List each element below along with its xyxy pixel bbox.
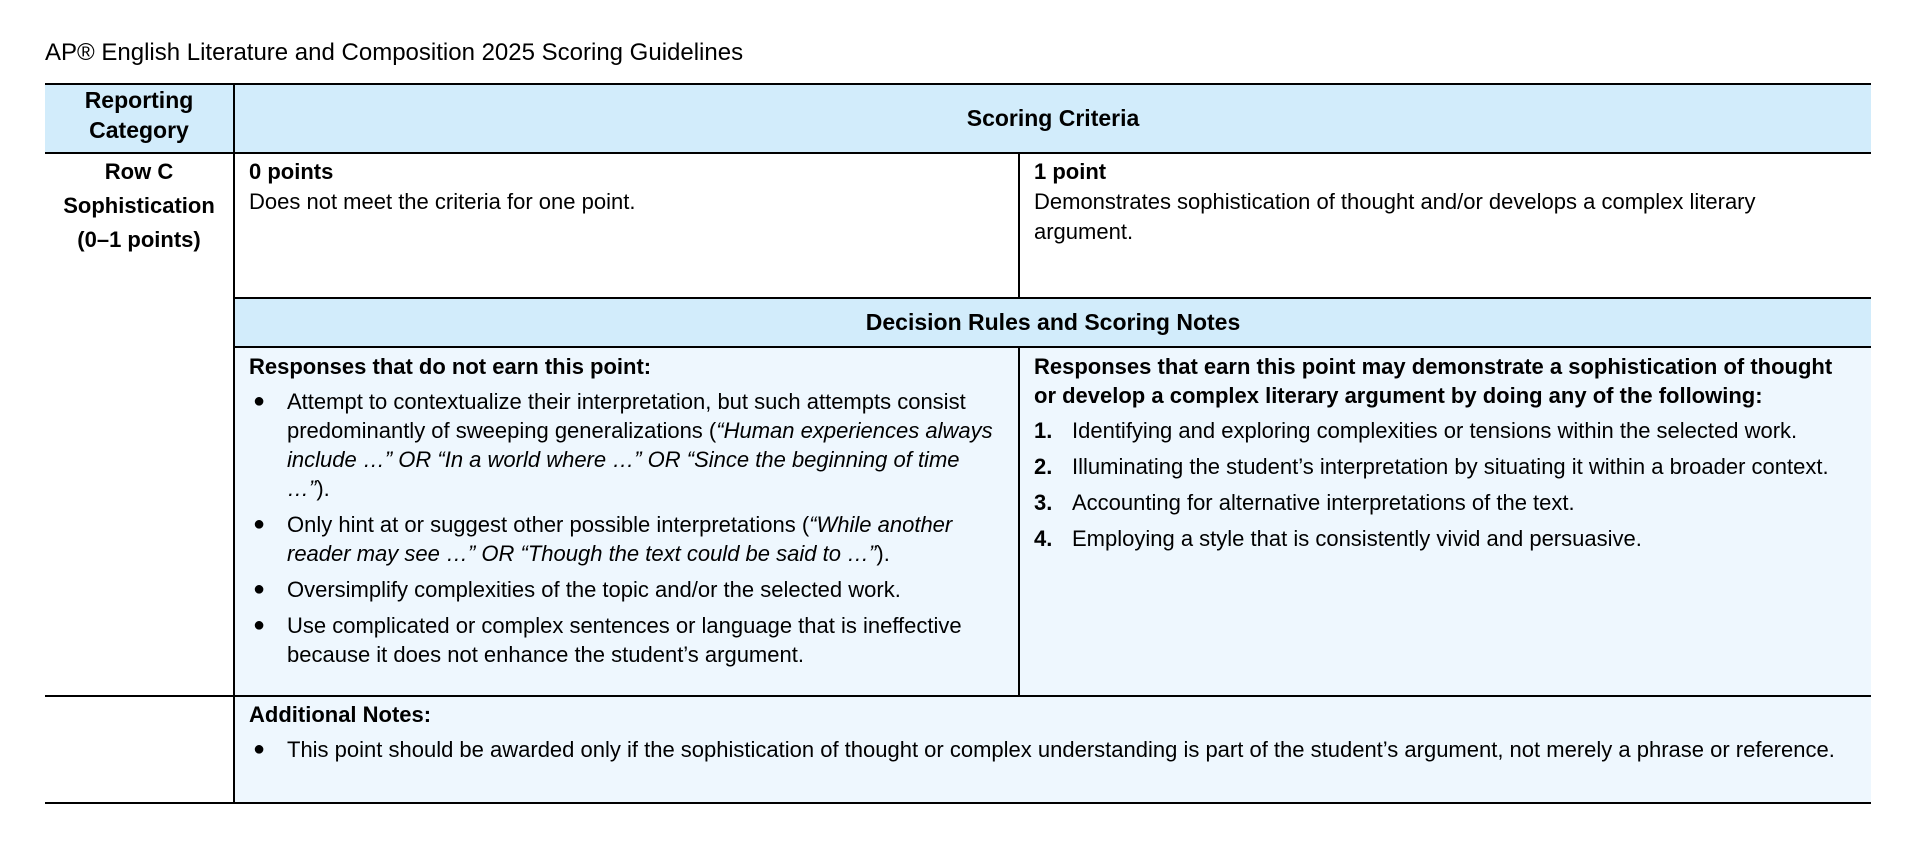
list-number: 4. xyxy=(1034,526,1053,552)
reporting-category-header-line2: Category xyxy=(89,117,189,143)
zero-points-cell xyxy=(234,153,1019,298)
list-item xyxy=(1034,416,1857,445)
row-category-name: Sophistication xyxy=(63,193,215,219)
list-item xyxy=(249,510,1004,568)
zero-points-label: 0 points xyxy=(249,159,334,185)
row-label: Row C xyxy=(104,159,174,185)
earn-list xyxy=(1034,416,1857,553)
row-points-range: (0–1 points) xyxy=(77,227,201,253)
additional-notes-row xyxy=(45,696,1871,803)
list-number: 3. xyxy=(1034,490,1053,516)
reporting-category-header-line1: Reporting xyxy=(84,87,194,113)
list-item-text: Use complicated or complex sentences or language that is ineffective because it does not enhance the student’s argument. xyxy=(287,613,962,668)
bullet-icon: ● xyxy=(253,614,266,637)
list-item-tail: ). xyxy=(316,476,330,502)
list-item-text: Employing a style that is consistently vivid and persuasive. xyxy=(1072,526,1642,552)
list-item xyxy=(1034,524,1857,553)
one-point-label: 1 point xyxy=(1034,159,1107,185)
list-item-text: This point should be awarded only if the sophistication of thought or complex understanding is part of the student’s argument, not merely a phrase or reference. xyxy=(287,736,1835,762)
additional-notes-list xyxy=(249,735,1857,764)
decision-rules-row xyxy=(45,347,1871,695)
bullet-icon: ● xyxy=(253,737,266,760)
one-point-text: Demonstrates sophistication of thought and/or develops a complex literary argument. xyxy=(1034,189,1756,245)
list-item xyxy=(1034,452,1857,481)
list-item xyxy=(249,735,1857,764)
bullet-icon: ● xyxy=(253,513,266,536)
criteria-row xyxy=(45,153,1871,298)
list-item-text: Accounting for alternative interpretations of the text. xyxy=(1072,490,1575,516)
not-earn-heading: Responses that do not earn this point: xyxy=(249,354,652,380)
scoring-guidelines-table xyxy=(45,83,1871,804)
zero-points-text: Does not meet the criteria for one point. xyxy=(249,189,636,215)
list-number: 2. xyxy=(1034,454,1053,480)
decision-rules-header: Decision Rules and Scoring Notes xyxy=(234,298,1871,347)
scoring-criteria-header: Scoring Criteria xyxy=(234,84,1871,153)
list-item xyxy=(1034,488,1857,517)
list-item xyxy=(249,611,1004,669)
list-item-text: Identifying and exploring complexities or tensions within the selected work. xyxy=(1072,418,1798,444)
list-number: 1. xyxy=(1034,418,1053,444)
row-category-cell xyxy=(45,153,234,696)
reporting-category-header xyxy=(45,84,234,153)
not-earn-list xyxy=(249,387,1004,669)
document-title: AP® English Literature and Composition 2025 Scoring Guidelines xyxy=(45,39,744,66)
list-item-text: Illuminating the student’s interpretation by situating it within a broader context. xyxy=(1072,454,1829,480)
list-item-example: “Human experiences always include …” OR “In a world where …” OR “Since the beginning of time …” xyxy=(287,418,993,502)
bullet-icon: ● xyxy=(253,390,266,413)
list-item-text: Attempt to contextualize their interpretation, but such attempts consist predominantly of sweeping generalizations ( xyxy=(287,389,966,444)
one-point-cell xyxy=(1019,153,1871,298)
decision-rules-header-row xyxy=(45,298,1871,347)
list-item-text: Oversimplify complexities of the topic and/or the selected work. xyxy=(287,577,901,603)
bullet-icon: ● xyxy=(253,578,266,601)
table-header-row xyxy=(45,84,1871,153)
list-item-example: “While another reader may see …” OR “Though the text could be said to …” xyxy=(287,512,953,567)
list-item xyxy=(249,387,1004,503)
list-item-tail: ). xyxy=(876,541,890,567)
additional-notes-cell xyxy=(234,696,1871,803)
not-earn-cell xyxy=(234,347,1019,695)
empty-category-cell xyxy=(45,696,234,803)
earn-heading: Responses that earn this point may demonstrate a sophistication of thought or develop a complex literary argument by doing any of the following: xyxy=(1034,354,1833,409)
additional-notes-heading: Additional Notes: xyxy=(249,701,432,727)
list-item-text: Only hint at or suggest other possible interpretations ( xyxy=(287,512,810,538)
list-item xyxy=(249,575,1004,604)
earn-cell xyxy=(1019,347,1871,695)
